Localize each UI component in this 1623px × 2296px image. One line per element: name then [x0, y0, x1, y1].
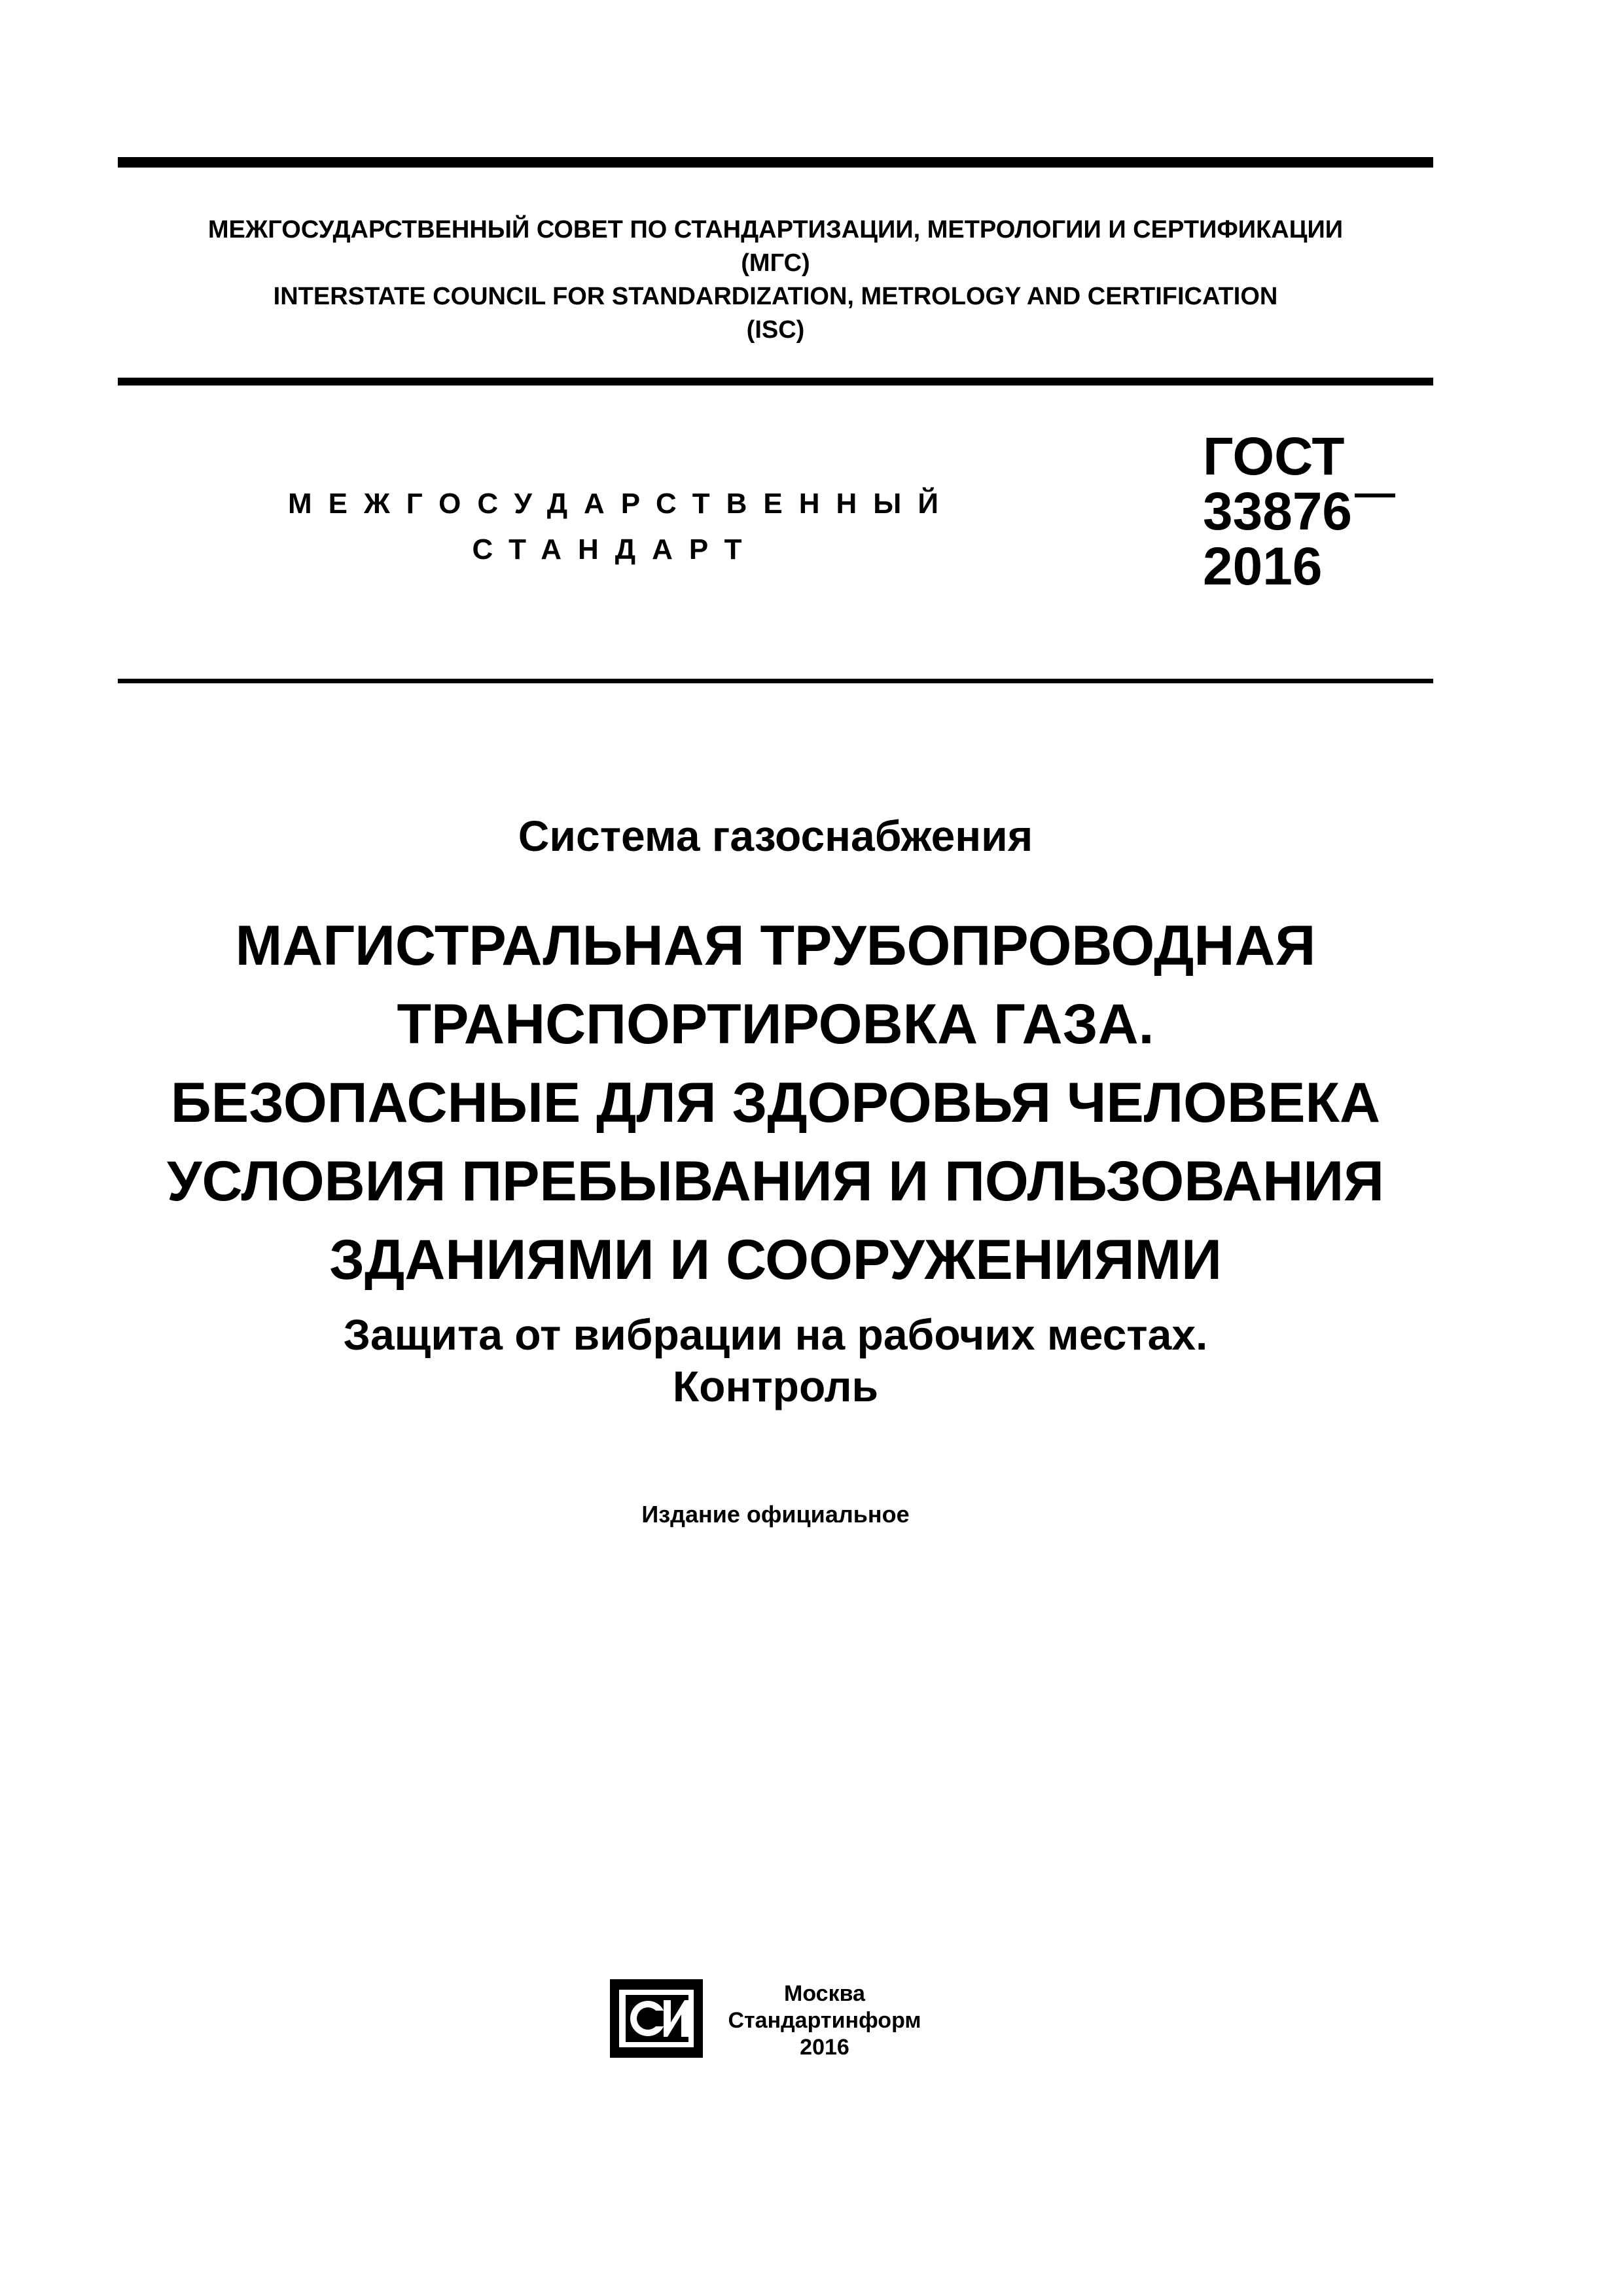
- designation-year: 2016: [1203, 537, 1323, 596]
- council-name-ru: МЕЖГОСУДАРСТВЕННЫЙ СОВЕТ ПО СТАНДАРТИЗАЦИИ, МЕТРОЛОГИИ И СЕРТИФИКАЦИИ: [207, 216, 1344, 243]
- council-block: [118, 213, 1433, 347]
- designation-dash: [1355, 493, 1395, 497]
- series-title: Система газоснабжения: [518, 812, 1033, 860]
- council-name-en: INTERSTATE COUNCIL FOR STANDARDIZATION, METROLOGY AND CERTIFICATION: [273, 283, 1278, 310]
- publisher-block: [726, 1981, 923, 2061]
- subtitle: [118, 1309, 1433, 1412]
- standartinform-logo-icon: [607, 1977, 705, 2060]
- publisher-city: Москва: [784, 1981, 865, 2006]
- main-title-line: ТРАНСПОРТИРОВКА ГАЗА.: [397, 993, 1154, 1056]
- main-title-line: МАГИСТРАЛЬНАЯ ТРУБОПРОВОДНАЯ: [235, 914, 1316, 977]
- main-title-line: ЗДАНИЯМИ И СООРУЖЕНИЯМИ: [329, 1229, 1222, 1291]
- publisher-year: 2016: [800, 2035, 849, 2060]
- council-abbr-en: (ISC): [746, 316, 805, 344]
- designation-prefix: ГОСТ: [1203, 427, 1345, 486]
- edition-note: Издание официальное: [641, 1501, 910, 1528]
- main-title-line: БЕЗОПАСНЫЕ ДЛЯ ЗДОРОВЬЯ ЧЕЛОВЕКА: [170, 1071, 1381, 1134]
- subtitle-line2: Контроль: [672, 1362, 879, 1410]
- standard-designation: [1203, 429, 1395, 594]
- standard-type-line2: СТАНДАРТ: [472, 533, 758, 565]
- top-rule: [118, 157, 1433, 168]
- header-bottom-rule: [118, 679, 1433, 683]
- standard-type: [288, 481, 955, 573]
- standard-type-line1: МЕЖГОСУДАРСТВЕННЫЙ: [288, 488, 955, 520]
- council-abbr-ru: (МГС): [741, 249, 810, 277]
- council-bottom-rule: [118, 378, 1433, 386]
- publisher-name: Стандартинформ: [728, 2008, 921, 2033]
- designation-number: 33876: [1203, 482, 1353, 541]
- main-title-line: УСЛОВИЯ ПРЕБЫВАНИЯ И ПОЛЬЗОВАНИЯ: [166, 1150, 1384, 1213]
- subtitle-line1: Защита от вибрации на рабочих местах.: [343, 1310, 1208, 1359]
- main-title: [118, 906, 1433, 1299]
